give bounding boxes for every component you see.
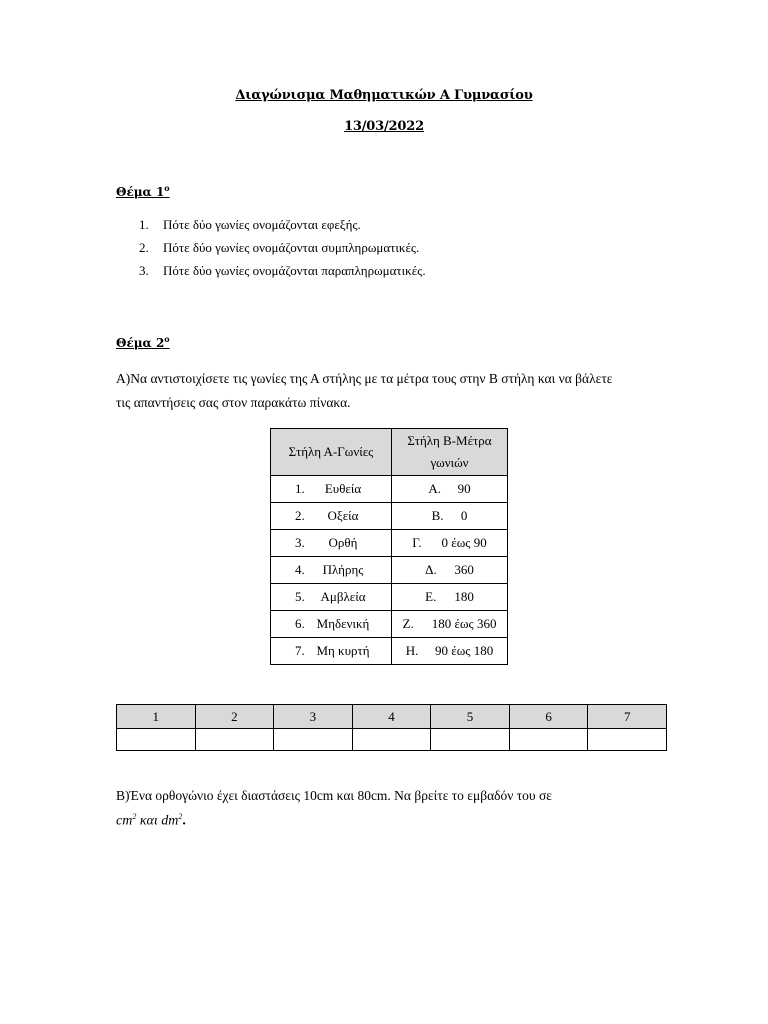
question-item: 2. Πότε δύο γωνίες ονομάζονται συμπληρωματικές. [139,240,420,255]
part-b-units: $cm^2$ και $dm^2$. [116,812,186,829]
part-a-instructions: Α)Να αντιστοιχίσετε τις γωνίες της Α στήλης με τα μέτρα τους στην Β στήλη και να βάλετε τις απαντήσεις σας στον παρακάτω πίνακα. [116,371,613,410]
answer-cell[interactable] [431,729,510,751]
document-title: Διαγώνισμα Μαθηματικών Α Γυμνασίου [235,88,533,103]
answer-header-cell: 4 [352,705,431,729]
answer-table-header [117,705,667,729]
answer-cell[interactable] [274,729,353,751]
matching-table [270,428,508,665]
answer-header-cell: 1 [117,705,196,729]
question-item: 3. Πότε δύο γωνίες ονομάζονται παραπληρωματικές. [139,263,426,278]
answer-cell[interactable] [117,729,196,751]
answer-header-cell: 7 [588,705,667,729]
table-row: 3. Ορθή Γ. 0 έως 90 [271,530,508,557]
section-1-heading: Θέμα $1^o$ [116,183,170,199]
answer-cell[interactable] [195,729,274,751]
column-a-header: Στήλη Α-Γωνίες [271,429,392,476]
table-row: 6. Μηδενική Ζ. 180 έως 360 [271,611,508,638]
answer-cell[interactable] [352,729,431,751]
table-row: 7. Μη κυρτή Η. 90 έως 180 [271,638,508,665]
answer-cell[interactable] [588,729,667,751]
answer-header-cell: 5 [431,705,510,729]
answer-header-cell: 2 [195,705,274,729]
table-row: 5. Αμβλεία Ε. 180 [271,584,508,611]
section-1-questions [139,216,426,285]
document-date: 13/03/2022 [344,119,424,134]
answer-table [116,704,667,751]
answer-row [117,729,667,751]
table-row: 2. Οξεία Β. 0 [271,503,508,530]
part-b-question: Β)Ένα ορθογώνιο έχει διαστάσεις 10cm και 80cm. Να βρείτε το εμβαδόν του σε [116,788,552,803]
table-row: 1. Ευθεία Α. 90 [271,476,508,503]
answer-cell[interactable] [509,729,588,751]
question-item: 1. Πότε δύο γωνίες ονομάζονται εφεξής. [139,217,361,232]
answer-header-cell: 6 [509,705,588,729]
column-b-header: Στήλη Β-Μέτρα γωνιών [392,429,508,476]
matching-table-header [271,429,508,476]
table-row: 4. Πλήρης Δ. 360 [271,557,508,584]
section-2-heading: Θέμα $2^o$ [116,334,170,350]
answer-header-cell: 3 [274,705,353,729]
